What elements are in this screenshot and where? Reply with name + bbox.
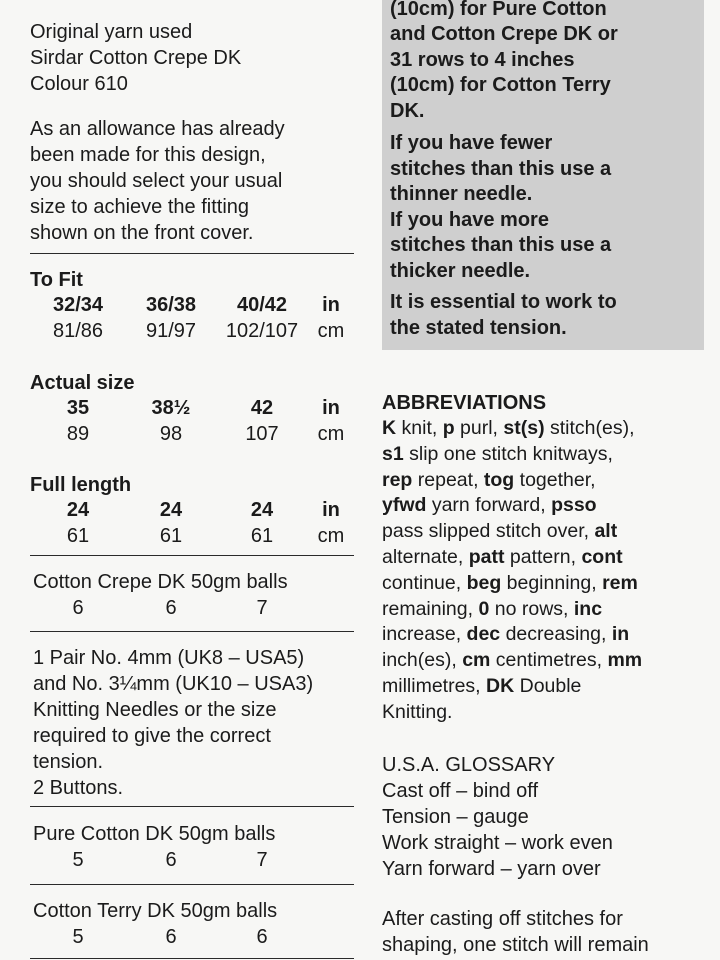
actual-size-cm-value: 98 [159, 423, 183, 445]
abbreviation-term: st(s) [503, 417, 545, 439]
abbreviation-meaning: increase, [382, 623, 467, 646]
abbreviation-meaning: stitch(es), [544, 417, 635, 439]
abbreviation-meaning: no rows, [489, 597, 574, 620]
glossary-heading: U.S.A. GLOSSARY [382, 754, 556, 776]
abbreviation-line [382, 648, 642, 674]
allowance-line: size to achieve the fitting [30, 196, 250, 218]
unit-label: cm [317, 320, 345, 342]
divider [30, 253, 354, 254]
abbreviation-term: s1 [382, 442, 404, 465]
allowance-line: you should select your usual [30, 170, 283, 192]
abbreviation-line [382, 519, 642, 545]
abbreviation-meaning: pattern, [504, 545, 582, 568]
glossary-line: Work straight – work even [382, 832, 613, 854]
to-fit-inch-value: 32/34 [52, 294, 104, 316]
abbreviation-term: rep [382, 468, 413, 491]
after-casting-block [382, 906, 649, 958]
yarn-used-line: Original yarn used [30, 21, 193, 43]
glossary-line: Cast off – bind off [382, 780, 539, 802]
abbreviation-term: psso [551, 494, 597, 517]
abbreviations-heading: ABBREVIATIONS [382, 392, 547, 414]
abbreviation-term: cont [581, 545, 623, 568]
needles-block [33, 645, 313, 801]
actual-size-cm-value: 107 [245, 423, 279, 445]
abbreviation-line [382, 493, 642, 519]
divider [30, 958, 354, 959]
abbreviation-meaning: purl, [454, 417, 504, 439]
actual-size-heading: Actual size [30, 372, 135, 394]
after-casting-line: shaping, one stitch will remain [382, 934, 649, 956]
abbreviation-meaning: centimetres, [490, 649, 608, 672]
allowance-block [30, 116, 285, 246]
tension-line: thicker needle. [390, 260, 531, 282]
abbreviation-term: rem [602, 571, 638, 594]
abbreviation-term: yfwd [382, 494, 427, 517]
abbreviation-line [382, 545, 642, 571]
actual-size-inch-value: 42 [250, 397, 274, 419]
abbreviation-line [382, 571, 642, 597]
abbreviation-meaning: pass slipped stitch over, [382, 520, 595, 543]
to-fit-cm-value: 81/86 [52, 320, 104, 342]
abbreviation-term: cm [462, 649, 491, 672]
full-length-heading: Full length [30, 474, 132, 496]
ball-count: 6 [165, 926, 177, 948]
abbreviation-meaning: millimetres, [382, 674, 487, 697]
glossary-line: Tension – gauge [382, 806, 529, 828]
needles-line: Knitting Needles or the size [33, 699, 277, 721]
abbreviation-term: mm [607, 649, 643, 672]
abbreviation-meaning: slip one stitch knitways, [403, 442, 613, 465]
tension-line: It is essential to work to [390, 291, 617, 313]
abbreviation-term: alt [594, 520, 618, 543]
abbreviation-meaning: yarn forward, [426, 494, 552, 517]
to-fit-heading: To Fit [30, 269, 83, 291]
divider [30, 555, 354, 556]
abbreviation-term: dec [466, 623, 501, 646]
abbreviation-meaning: together, [514, 468, 596, 491]
abbreviation-term: DK [486, 674, 515, 697]
tension-line: If you have fewer [390, 132, 553, 154]
abbreviation-meaning: Double [514, 674, 582, 697]
abbreviation-term: beg [466, 571, 502, 594]
full-length-inch-value: 24 [250, 499, 274, 521]
unit-label: in [322, 499, 340, 521]
full-length-inch-value: 24 [159, 499, 183, 521]
actual-size-cm-value: 89 [66, 423, 90, 445]
abbreviation-term: patt [468, 545, 505, 568]
ball-count: 6 [256, 926, 268, 948]
abbreviation-line [382, 597, 642, 623]
to-fit-cm-value: 102/107 [225, 320, 299, 342]
allowance-line: been made for this design, [30, 144, 266, 166]
needles-line: 2 Buttons. [33, 777, 124, 799]
tension-line: and Cotton Crepe DK or [390, 23, 618, 45]
abbreviation-line [382, 442, 642, 468]
abbreviation-line [382, 700, 642, 726]
after-casting-line: After casting off stitches for [382, 908, 623, 930]
abbreviation-line [382, 622, 642, 648]
tension-line: If you have more [390, 209, 549, 231]
full-length-cm-value: 61 [250, 525, 274, 547]
needles-line: tension. [33, 751, 104, 773]
glossary-line: Yarn forward – yarn over [382, 858, 601, 880]
abbreviation-term: p [442, 417, 455, 439]
abbreviation-term: in [611, 623, 630, 646]
tension-line: (10cm) for Cotton Terry [390, 74, 611, 96]
cotton-terry-label: Cotton Terry DK 50gm balls [33, 900, 278, 922]
ball-count: 6 [165, 597, 177, 619]
glossary-block [382, 752, 613, 882]
needles-line: 1 Pair No. 4mm (UK8 – USA5) [33, 647, 305, 669]
needles-line: required to give the correct [33, 725, 271, 747]
tension-line: the stated tension. [390, 317, 567, 339]
ball-count: 5 [72, 849, 84, 871]
tension-line: DK. [390, 100, 425, 122]
ball-count: 5 [72, 926, 84, 948]
needles-line: and No. 3¼mm (UK10 – USA3) [33, 673, 314, 695]
abbreviation-line [382, 674, 642, 700]
abbreviation-meaning: continue, [382, 571, 467, 594]
ball-count: 6 [165, 849, 177, 871]
divider [30, 631, 354, 632]
abbreviation-meaning: decreasing, [500, 623, 612, 646]
abbreviation-meaning: alternate, [382, 545, 469, 568]
unit-label: in [322, 397, 340, 419]
abbreviation-meaning: beginning, [501, 571, 603, 594]
full-length-cm-value: 61 [159, 525, 183, 547]
unit-label: cm [317, 525, 345, 547]
abbreviation-meaning: remaining, [382, 597, 479, 620]
tension-line: stitches than this use a [390, 158, 612, 180]
abbreviation-term: inc [573, 597, 603, 620]
ball-count: 7 [256, 597, 268, 619]
tension-line: thinner needle. [390, 183, 533, 205]
unit-label: in [322, 294, 340, 316]
ball-count: 7 [256, 849, 268, 871]
yarn-used-block [30, 19, 241, 97]
to-fit-inch-value: 40/42 [236, 294, 288, 316]
tension-line: (10cm) for Pure Cotton [390, 0, 607, 20]
full-length-inch-value: 24 [66, 499, 90, 521]
abbreviation-term: tog [483, 468, 515, 491]
actual-size-inch-value: 35 [66, 397, 90, 419]
abbreviation-term: 0 [478, 597, 490, 620]
to-fit-inch-value: 36/38 [145, 294, 197, 316]
full-length-cm-value: 61 [66, 525, 90, 547]
cotton-crepe-label: Cotton Crepe DK 50gm balls [33, 571, 288, 593]
abbreviation-term: K [382, 417, 397, 439]
abbreviation-meaning: knit, [396, 417, 443, 439]
tension-box [382, 0, 704, 350]
abbreviation-meaning: Knitting. [382, 700, 453, 723]
allowance-line: shown on the front cover. [30, 222, 254, 244]
abbreviations-list [382, 416, 642, 726]
divider [30, 806, 354, 807]
divider [30, 884, 354, 885]
unit-label: cm [317, 423, 345, 445]
ball-count: 6 [72, 597, 84, 619]
abbreviation-line [382, 416, 642, 442]
abbreviation-meaning: repeat, [412, 468, 484, 491]
tension-line: stitches than this use a [390, 234, 612, 256]
yarn-used-line: Sirdar Cotton Crepe DK [30, 47, 242, 69]
abbreviation-line [382, 468, 642, 494]
to-fit-cm-value: 91/97 [145, 320, 197, 342]
abbreviation-meaning: inch(es), [382, 649, 463, 672]
yarn-used-line: Colour 610 [30, 73, 128, 95]
allowance-line: As an allowance has already [30, 118, 285, 140]
tension-line: 31 rows to 4 inches [390, 49, 575, 71]
actual-size-inch-value: 38½ [151, 397, 191, 419]
pure-cotton-label: Pure Cotton DK 50gm balls [33, 823, 276, 845]
